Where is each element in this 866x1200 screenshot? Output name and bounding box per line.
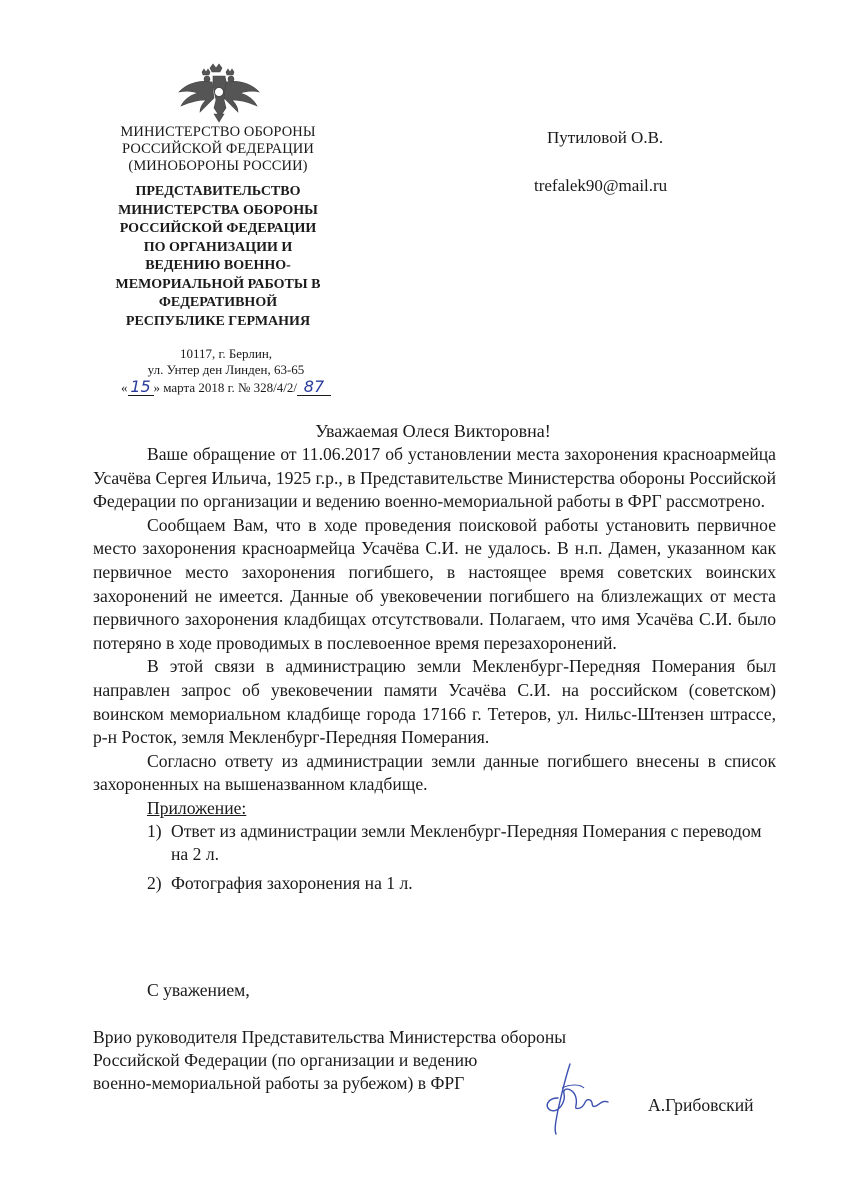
representation-line: РОССИЙСКОЙ ФЕДЕРАЦИИ — [119, 221, 317, 236]
attachment-item — [93, 872, 776, 895]
signer-line: Врио руководителя Представительства Министерства обороны — [93, 1027, 567, 1047]
sender-address — [96, 346, 356, 396]
handwritten-signature-icon — [540, 1058, 612, 1138]
regards: С уважением, — [147, 980, 250, 1000]
attachment-number: 2) — [147, 872, 162, 893]
number-handwritten: 87 — [297, 379, 331, 396]
body-paragraph: В этой связи в администрацию земли Мекленбург-Передняя Померания был направлен запрос об увековечении памяти Усачёва С.И. на российском (советском) воинском мемориальном кладбище города 17166 г. Тетеров, ул. Нильс-Штензен штрассе, р-н Росток, земля Мекленбург-Передняя Померания. — [93, 656, 776, 748]
attachment-item — [93, 820, 776, 866]
body-paragraph: Ваше обращение от 11.06.2017 об установлении места захоронения красноармейца Усачёва Сергея Ильича, 1925 г.р., в Представительстве Министерства обороны Российской Федерации по организации и ведению военно-мемориальной работы в ФРГ рассмотрено. — [93, 444, 776, 512]
address-line: ул. Унтер ден Линден, 63-65 — [147, 362, 305, 377]
number-prefix: № — [237, 380, 251, 395]
recipient-email: trefalek90@mail.ru — [534, 176, 668, 195]
body-paragraph: Согласно ответу из администрации земли данные погибшего внесены в список захороненных на вышеназванном кладбище. — [93, 750, 776, 795]
date-day-handwritten: 15 — [128, 379, 154, 396]
representation-line: ПРЕДСТАВИТЕЛЬСТВО — [135, 184, 301, 199]
attachment-list — [93, 820, 776, 895]
body-paragraph: Сообщаем Вам, что в ходе проведения поисковой работы установить первичное место захоронения красноармейца Усачёва С.И. не удалось. В н.п. Дамен, указанном как первичное место захоронения погибшего, в настоящее время советских воинских захоронений не имеется. Данные об увековечении погибшего на близлежащих от места первичного захоронения кладбищах отсутствовали. Полагаем, что имя Усачёва С.И. было потеряно в ходе проводимых в послевоенное время перезахоронений. — [93, 514, 776, 653]
signer-line: Российской Федерации (по организации и ведению — [93, 1050, 478, 1070]
attachment-title: Приложение: — [147, 797, 247, 818]
date-open-quote: « — [121, 380, 128, 395]
representation-line: МЕМОРИАЛЬНОЙ РАБОТЫ В — [115, 276, 321, 292]
letter-body — [93, 443, 776, 901]
ministry-header — [100, 124, 336, 175]
representation-line: ВЕДЕНИЮ ВОЕННО- — [145, 258, 291, 273]
ministry-line: РОССИЙСКОЙ ФЕДЕРАЦИИ — [122, 141, 314, 157]
date-rest: марта 2018 г. — [163, 380, 235, 395]
representation-line: МИНИСТЕРСТВА ОБОРОНЫ — [118, 202, 318, 218]
signer-name: А.Грибовский — [648, 1095, 754, 1115]
recipient-name: Путиловой О.В. — [547, 128, 664, 147]
date-number-line — [96, 379, 356, 396]
number-base: 328/4/2/ — [253, 380, 297, 395]
representation-header — [92, 183, 344, 331]
attachment-text: Фотография захоронения на 1 л. — [171, 872, 413, 893]
salutation: Уважаемая Олеся Викторовна! — [315, 421, 551, 441]
attachment-number: 1) — [147, 820, 162, 841]
representation-line: ПО ОРГАНИЗАЦИИ И — [143, 239, 293, 255]
address-line: 10117, г. Берлин, — [179, 346, 273, 361]
signer-line: военно-мемориальной работы за рубежом) в ФРГ — [93, 1073, 465, 1093]
attachment-text: Ответ из администрации земли Мекленбург-Передняя Померания с переводом на 2 л. — [171, 820, 762, 864]
ministry-line: (МИНОБОРОНЫ РОССИИ) — [128, 158, 308, 174]
date-close-quote: » — [153, 380, 161, 395]
representation-line: РЕСПУБЛИКЕ ГЕРМАНИЯ — [125, 313, 311, 329]
double-headed-eagle-emblem-icon — [176, 62, 262, 124]
representation-line: ФЕДЕРАТИВНОЙ — [158, 295, 278, 310]
signer-title — [93, 1026, 566, 1095]
ministry-line: МИНИСТЕРСТВО ОБОРОНЫ — [120, 124, 316, 140]
